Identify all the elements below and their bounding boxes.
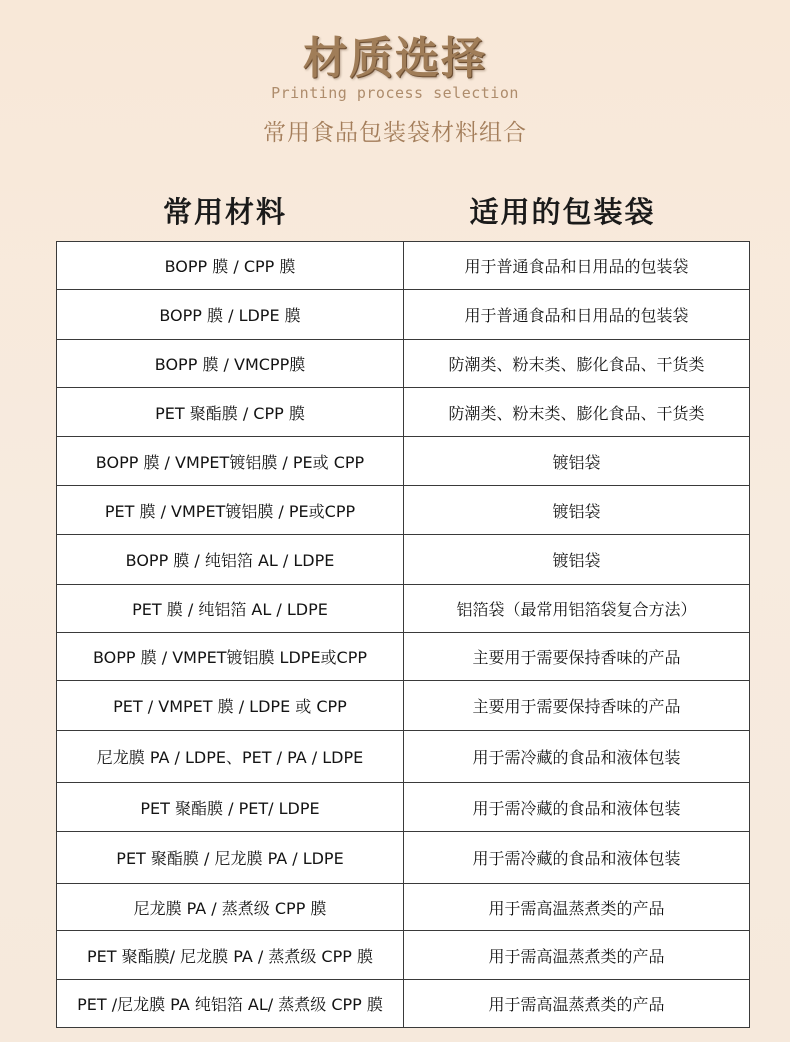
material-cell: 尼龙膜 PA / 蒸煮级 CPP 膜 [57,884,404,931]
material-cell: PET 聚酯膜 / 尼龙膜 PA / LDPE [57,832,404,884]
column-header-usage: 适用的包装袋 [469,195,656,229]
materials-table [56,241,750,1028]
table-row [57,242,750,290]
usage-cell: 用于需冷藏的食品和液体包装 [404,783,750,832]
usage-cell: 防潮类、粉末类、膨化食品、干货类 [404,340,750,388]
table-row [57,290,750,340]
table-row [57,783,750,832]
usage-cell: 用于普通食品和日用品的包装袋 [404,290,750,340]
material-cell: PET 聚酯膜 / CPP 膜 [57,388,404,437]
material-cell: BOPP 膜 / LDPE 膜 [57,290,404,340]
table-row [57,437,750,486]
table-row [57,340,750,388]
table-row [57,633,750,681]
subtitle-chinese: 常用食品包装袋材料组合 [263,120,527,146]
material-cell: PET /尼龙膜 PA 纯铝箔 AL/ 蒸煮级 CPP 膜 [57,980,404,1028]
material-cell: BOPP 膜 / VMPET镀铝膜 LDPE或CPP [57,633,404,681]
table-row [57,980,750,1028]
page-title: 材质选择 [303,33,487,84]
usage-cell: 镀铝袋 [404,535,750,585]
material-cell: PET 膜 / 纯铝箔 AL / LDPE [57,585,404,633]
material-cell: PET 聚酯膜 / PET/ LDPE [57,783,404,832]
subtitle-english: Printing process selection [271,84,519,102]
usage-cell: 用于需高温蒸煮类的产品 [404,884,750,931]
material-cell: BOPP 膜 / 纯铝箔 AL / LDPE [57,535,404,585]
material-cell: PET 聚酯膜/ 尼龙膜 PA / 蒸煮级 CPP 膜 [57,931,404,980]
usage-cell: 用于普通食品和日用品的包装袋 [404,242,750,290]
usage-cell: 镀铝袋 [404,437,750,486]
table-row [57,388,750,437]
material-cell: PET 膜 / VMPET镀铝膜 / PE或CPP [57,486,404,535]
table-row [57,681,750,731]
table-row [57,535,750,585]
usage-cell: 主要用于需要保持香味的产品 [404,633,750,681]
material-cell: BOPP 膜 / VMCPP膜 [57,340,404,388]
table-row [57,931,750,980]
material-cell: 尼龙膜 PA / LDPE、PET / PA / LDPE [57,731,404,783]
usage-cell: 镀铝袋 [404,486,750,535]
column-header-material: 常用材料 [162,195,287,229]
usage-cell: 用于需高温蒸煮类的产品 [404,980,750,1028]
usage-cell: 防潮类、粉末类、膨化食品、干货类 [404,388,750,437]
material-cell: PET / VMPET 膜 / LDPE 或 CPP [57,681,404,731]
table-row [57,585,750,633]
table-row [57,486,750,535]
table-row [57,832,750,884]
material-cell: BOPP 膜 / CPP 膜 [57,242,404,290]
usage-cell: 用于需冷藏的食品和液体包装 [404,832,750,884]
usage-cell: 用于需高温蒸煮类的产品 [404,931,750,980]
usage-cell: 铝箔袋（最常用铝箔袋复合方法） [404,585,750,633]
usage-cell: 主要用于需要保持香味的产品 [404,681,750,731]
table-row [57,731,750,783]
material-cell: BOPP 膜 / VMPET镀铝膜 / PE或 CPP [57,437,404,486]
table-row [57,884,750,931]
usage-cell: 用于需冷藏的食品和液体包装 [404,731,750,783]
